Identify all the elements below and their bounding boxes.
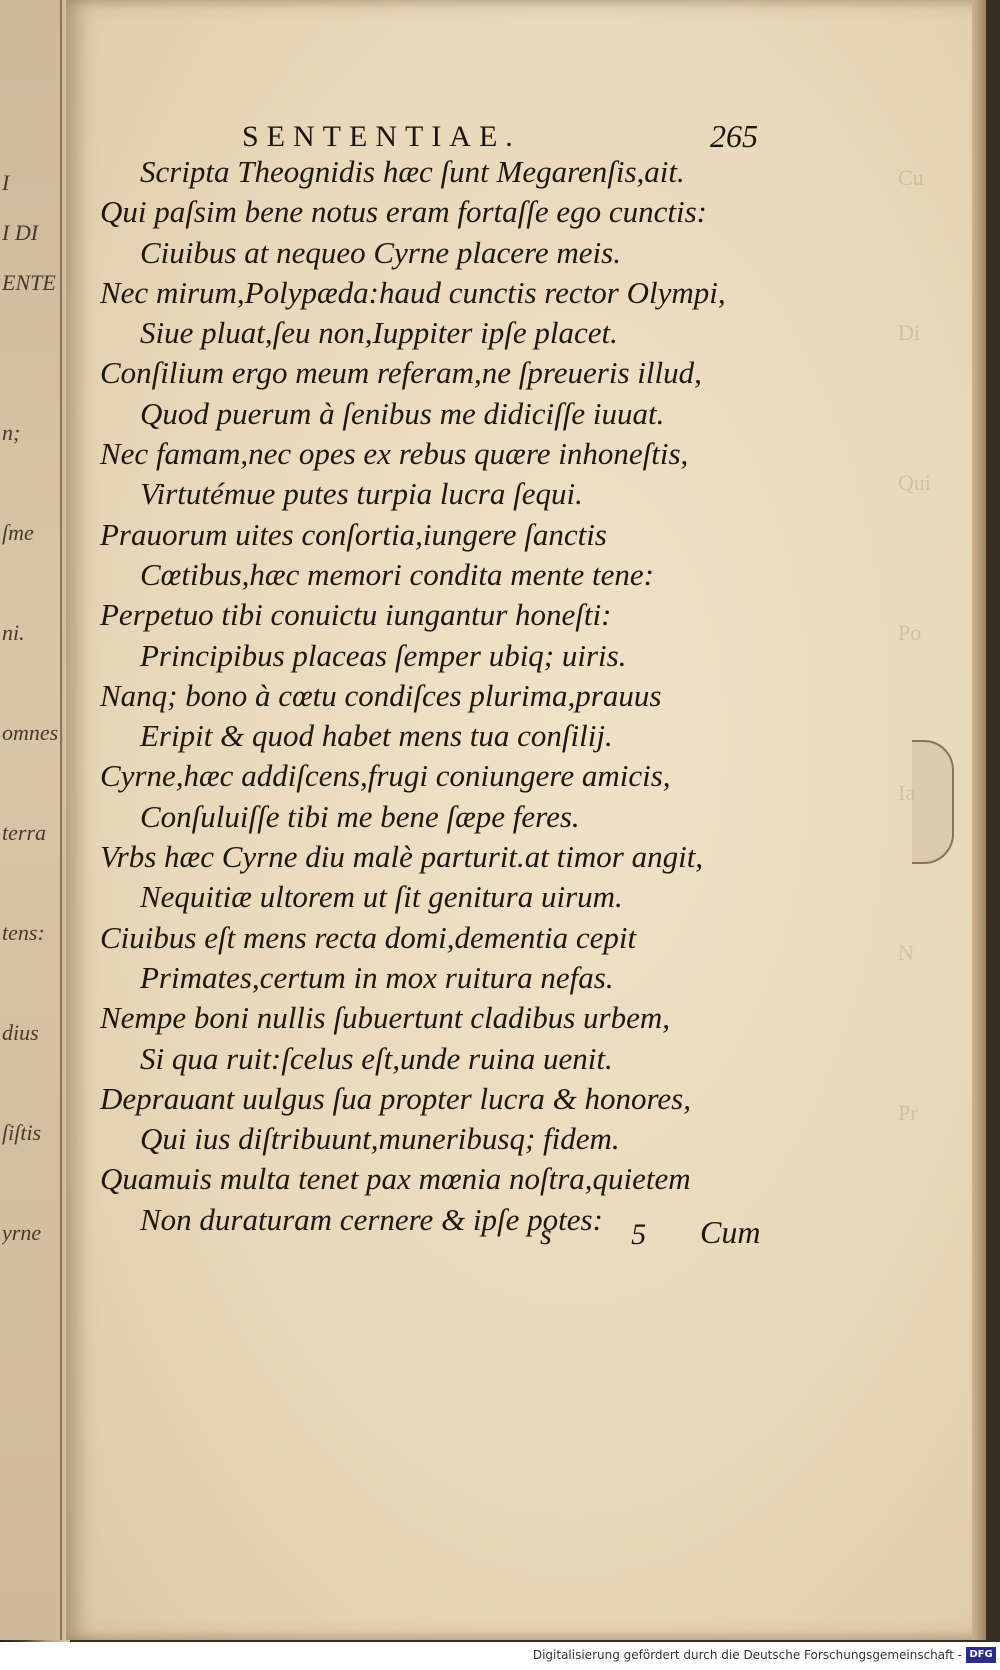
verse-line: Eripit & quod habet mens tua conſilij. (140, 718, 613, 754)
verse-line: Nec famam,nec opes ex rebus quære inhoneſtis, (100, 436, 689, 472)
facing-page-fragment: yrne (2, 1220, 42, 1245)
verse-line: Quod puerum à ſenibus me didiciſſe iuuat. (140, 395, 665, 431)
verse-line: Principibus placeas ſemper ubiq; uiris. (140, 637, 627, 673)
verse-line: Vrbs hæc Cyrne diu malè parturit.at timor angit, (100, 839, 704, 875)
signature-mark: s 5 (540, 1218, 683, 1251)
facing-page-fragment: omnes (2, 720, 58, 745)
verse-line: Primates,certum in mox ruitura nefas. (140, 959, 614, 995)
facing-page-fragment: ni. (2, 620, 25, 645)
verse-line: Ciuibus eſt mens recta domi,dementia cepit (100, 919, 637, 955)
verse-line: Conſuluiſſe tibi me bene ſæpe feres. (140, 798, 580, 834)
page-edge (972, 0, 986, 1640)
verse-line: Nec mirum,Polypæda:haud cunctis rector Olympi, (100, 274, 726, 310)
verse-text (100, 152, 800, 1240)
verse-line: Si qua ruit:ſcelus eſt,unde ruina uenit. (140, 1040, 613, 1076)
running-head: SENTENTIAE. (242, 120, 521, 153)
verse-line: Prauorum uites conſortia,iungere ſanctis (100, 516, 607, 552)
verse-line: Qui ius diſtribuunt,muneribusq; fidem. (140, 1121, 620, 1157)
verse-line: Siue pluat,ſeu non,Iuppiter ipſe placet. (140, 315, 618, 351)
verse-line: Conſilium ergo meum referam,ne ſpreueris illud, (100, 355, 702, 391)
verse-line: Virtutémue putes turpia lucra ſequi. (140, 476, 583, 512)
facing-page-fragment: I (2, 170, 10, 195)
bleed-through: Po (898, 620, 922, 645)
verse-line: Quamuis multa tenet pax mœnia noſtra,quietem (100, 1161, 691, 1197)
bleed-through: Ia (898, 780, 916, 805)
verse-line: Scripta Theognidis hæc ſunt Megarenſis,ait. (140, 154, 685, 189)
funding-credit: Digitalisierung gefördert durch die Deutsche Forschungsgemeinschaft - (532, 1648, 962, 1662)
verse-line: Nanq; bono à cœtu condiſces plurima,prauus (100, 677, 662, 713)
bleed-through: Di (898, 320, 920, 345)
verse-line: Cœtibus,hæc memori condita mente tene: (140, 556, 654, 592)
verse-line: Qui paſsim bene notus eram fortaſſe ego cunctis: (100, 194, 707, 230)
facing-page-fragment: ſme (2, 520, 34, 545)
facing-page-fragment: ſiſtis (2, 1120, 42, 1145)
bleed-through: Pr (898, 1100, 918, 1125)
facing-page-fragment: n; (2, 420, 21, 445)
facing-page-fragment: ENTE (2, 270, 56, 295)
verse-line: Nequitiæ ultorem ut ſit genitura uirum. (140, 879, 623, 915)
verse-line: Cyrne,hæc addiſcens,frugi coniungere amicis, (100, 758, 671, 794)
verse-line: Nempe boni nullis ſubuertunt cladibus urbem, (100, 1000, 671, 1036)
digitization-footer (0, 1642, 1000, 1670)
verse-line: Deprauant uulgus ſua propter lucra & honores, (100, 1080, 691, 1116)
bleed-through: Cu (898, 165, 924, 190)
verse-line: Non duraturam cernere & ipſe potes: (140, 1201, 603, 1237)
catchword: Cum (700, 1214, 761, 1250)
verse-line: Perpetuo tibi conuictu iungantur honeſti: (100, 597, 612, 633)
facing-page-fragment: tens: (2, 920, 45, 945)
bleed-through: N (898, 940, 914, 965)
facing-page-edge (0, 0, 62, 1640)
facing-page-fragment: terra (2, 820, 46, 845)
facing-page-fragment: dius (2, 1020, 39, 1045)
page-tab-marker (912, 740, 954, 864)
bleed-through: Qui (898, 470, 931, 495)
dfg-logo: DFG (966, 1647, 996, 1663)
facing-page-fragment: I DI (2, 220, 39, 245)
page-number: 265 (710, 118, 758, 154)
verse-line: Ciuibus at nequeo Cyrne placere meis. (140, 234, 621, 270)
